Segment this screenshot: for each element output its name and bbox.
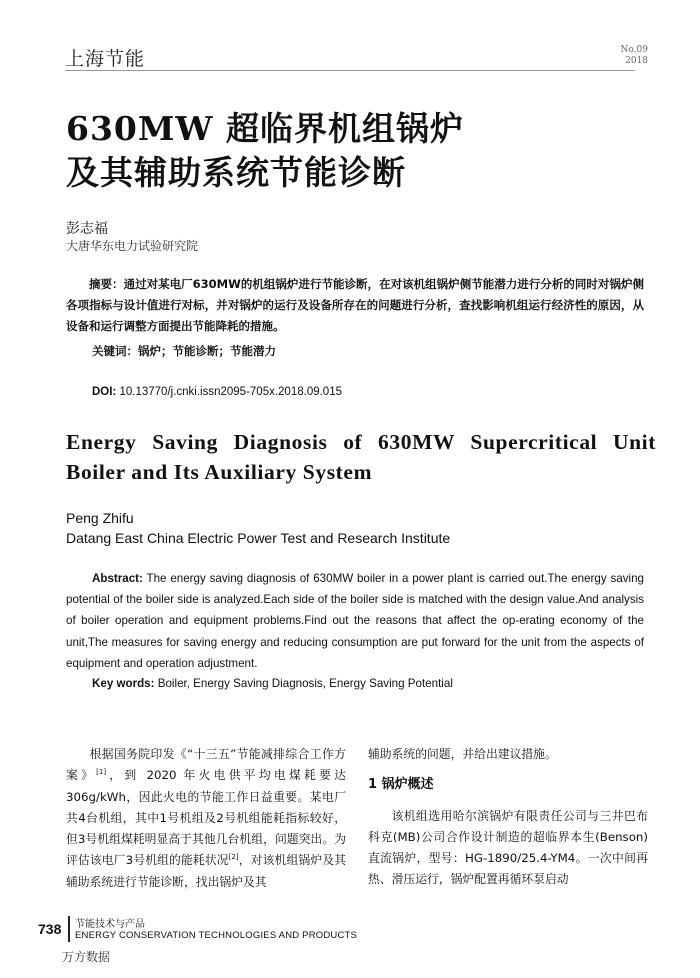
reference-1: [1] [96,768,107,777]
keywords-cn [92,343,276,359]
footer-section-en: ENERGY CONSERVATION TECHNOLOGIES AND PRODUCTS [75,930,358,941]
abstract-en-text: The energy saving diagnosis of 630MW boiler in a power plant is carried out.The energy saving potential of the boiler side is analyzed.Each side of the boiler side is matched with the design value.And analysis of boiler operation and equipment problems.Find out the reasons that affect the op-erating economy of the unit,The measures for saving energy and reducing consumption are put forward for the unit from the aspects of equipment and operation adjustment. [66,572,644,670]
keywords-en-text: Boiler, Energy Saving Diagnosis, Energy Saving Potential [157,677,453,690]
author-cn: 彭志福 [66,221,108,237]
section-1-heading: 1 锅炉概述 [368,777,434,793]
institute-en: Datang East China Electric Power Test and Research Institute [66,530,451,546]
abstract-cn-text: 通过对某电厂630MW的机组锅炉进行节能诊断，在对该机组锅炉侧节能潜力进行分析的同时对锅炉侧各项指标与设计值进行对标，并对锅炉的运行及设备所存在的问题进行分析，查找影响机组运行经济性的原因，从设备和运行调整方面提出节能降耗的措施。 [66,277,644,333]
watermark: 万方数据 [62,950,111,964]
header-rule [65,70,635,71]
body-right-continuation: 辅助系统的问题，并给出建议措施。 [368,747,557,761]
section-1-paragraph: 该机组选用哈尔滨锅炉有限责任公司与三井巴布科克(MB)公司合作设计制造的超临界本生(Benson)直流锅炉，型号：HG-1890/25.4-YM4。一次中间再热、滑压运行，锅炉配置再循环泵启动 [368,808,648,887]
keywords-en [92,677,453,690]
title-cn-line1: 630MW 超临界机组锅炉 [66,109,464,148]
abstract-cn-label: 摘要： [89,277,124,291]
keywords-en-label: Key words: [92,677,155,690]
issue-info [621,45,648,67]
footer-divider [68,916,70,942]
issue-year: 2018 [625,56,648,66]
doi [92,386,342,398]
journal-name: 上海节能 [65,48,146,70]
author-en: Peng Zhifu [66,510,134,526]
keywords-cn-label: 关键词： [92,344,138,358]
body-left-column [66,744,346,893]
abstract-cn [66,274,644,337]
title-en: Energy Saving Diagnosis of 630MW Supercritical Unit Boiler and Its Auxiliary System [66,430,656,484]
reference-2: [2] [228,853,239,862]
body-left-text-1: 根据国务院印发《“十三五”节能减排综合工作方案》 [66,747,346,783]
keywords-cn-text: 锅炉；节能诊断；节能潜力 [138,344,276,358]
body-right-column [368,744,648,891]
title-cn-line2: 及其辅助系统节能诊断 [66,153,406,192]
abstract-en [66,568,644,674]
body-left-text-3: ，对该机组锅炉及其辅助系统进行节能诊断，找出锅炉及其 [66,853,346,889]
page-number: 738 [38,921,62,937]
body-left-text-2: ，到 2020 年火电供平均电煤耗要达306g/kWh，因此火电的节能工作日益重要。某电厂共4台机组，其中1号机组及2号机组能耗指标较好，但3号机组煤耗明显高于其他几台机组，问题突出。为评估该电厂3号机组的能耗状况 [66,768,346,868]
abstract-en-label: Abstract: [92,572,143,585]
doi-value: 10.13770/j.cnki.issn2095-705x.2018.09.015 [119,386,342,398]
issue-number: No.09 [620,45,648,55]
doi-label: DOI: [92,386,117,398]
footer-section-cn: 节能技术与产品 [75,919,145,930]
institute-cn: 大唐华东电力试验研究院 [66,239,199,253]
